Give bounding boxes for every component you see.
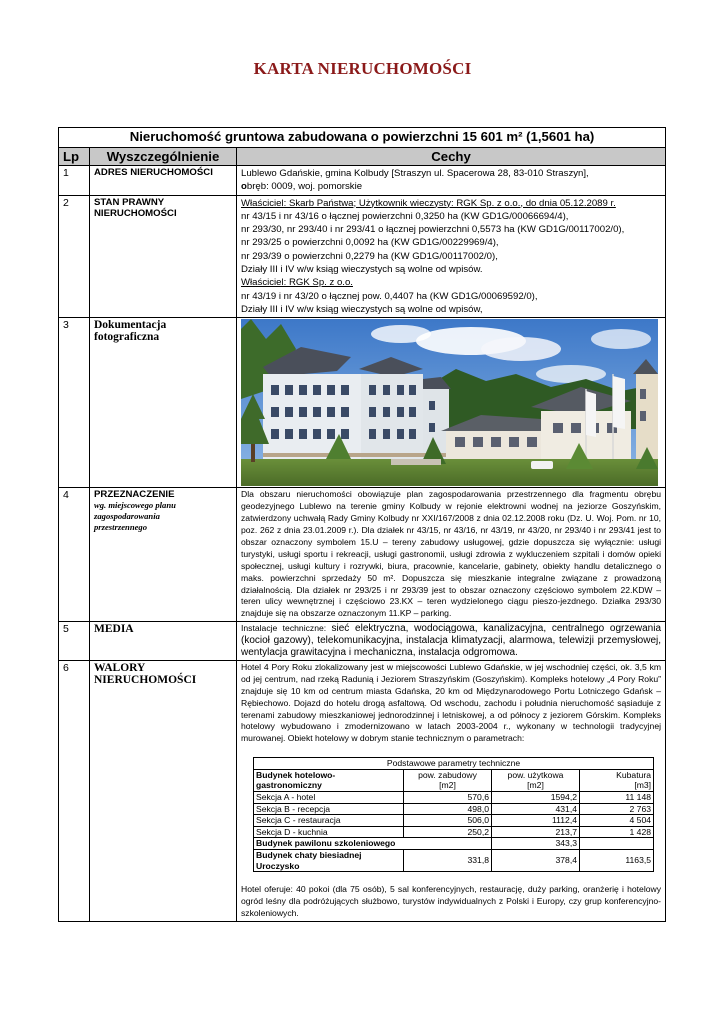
head-line: Budynek hotelowo- [256,769,336,780]
parcel-line: nr 293/25 o powierzchni 0,0092 ha (KW GD1G/00229969/4), [241,237,499,249]
params-row-name: Sekcja B - recepcja [254,803,404,815]
col-header-spec: Wyszczególnienie [90,148,237,166]
head-line: Kubatura [616,769,652,780]
property-card-table [58,127,666,922]
params-volume: 4 504 [580,815,654,827]
utilities-value [237,622,666,661]
row-label-line: PRZEZNACZENIE [94,489,175,501]
params-built-area: 331,8 [404,850,492,872]
table-title: Nieruchomość gruntowa zabudowana o powierzchni 15 601 m² (1,5601 ha) [59,128,666,148]
row-number: 4 [59,488,90,622]
row-label [90,488,237,622]
params-usable-area: 213,7 [492,826,580,838]
row-name-line: Budynek chaty biesiadnej [256,850,362,861]
params-usable-area: 378,4 [492,850,580,872]
params-row-name: Budynek pawilonu szkoleniowego [254,838,492,850]
head-line: pow. użytkowa [507,769,564,780]
params-row-name: Sekcja D - kuchnia [254,826,404,838]
row-number: 2 [59,195,90,318]
params-row [254,815,654,827]
row-label-line: STAN PRAWNY [94,196,165,208]
head-unit: [m2] [439,780,456,791]
col-header-features: Cechy [237,148,666,166]
params-row [254,826,654,838]
table-row [59,622,666,661]
hotel-photo-image [241,319,658,486]
table-row [59,195,666,318]
params-volume: 1163,5 [580,850,654,872]
params-built-area: 570,6 [404,792,492,804]
encumbrance-line: Działy III i IV w/w ksiąg wieczystych są wolne od wpisów. [241,264,483,276]
row-label-line: Dokumentacja [94,319,167,332]
parcel-line: nr 43/15 i nr 43/16 o łącznej powierzchni 0,3250 ha (KW GD1G/00066694/4), [241,210,569,222]
params-row [254,838,654,850]
row-label-line: fotograficzna [94,331,160,344]
params-usable-area: 1594,2 [492,792,580,804]
advantages-text: Hotel 4 Pory Roku zlokalizowany jest w miejscowości Lublewo Gdańskie, w jej wschodniej części, ok. 3,5 km od jej centrum, nad rzeką Radunią i Jeziorem Straszyńskim (Goszyńskim). Kompleks hotelowy „4 Pory Roku” znajduje się 10 km od centrum miasta Gdańska, 20 km od Międzynarodowego Portu Lotniczego Gdańsk – Rębiechowo. Dojazd do hotelu drogą asfaltową. Od wschodu, zachodu i południa nieruchomość sąsiaduje z terenami zabudowy mieszkaniowej jednorodzinnej i letniskowej, a od północy z jeziorem Górskim. Kompleks hotelowy wybudowano i zmodernizowano w latach 2003-2004 r., wykonany w technologii tradycyjnej murowanej. Obiekt hotelowy w dobrym stanie technicznym o parametrach: [241,661,662,744]
head-line: gastronomiczny [256,780,322,791]
params-row-name [254,850,404,872]
row-sublabel-line: zagospodarowania [94,511,160,522]
legal-status-value [237,195,666,318]
owner-line: Właściciel: Skarb Państwa; Użytkownik wieczysty: RGK Sp. z o.o., do dnia 05.12.2089 r. [241,197,616,209]
params-usable-area: 1112,4 [492,815,580,827]
zoning-value: Dla obszaru nieruchomości obowiązuje plan zagospodarowania przestrzennego dla fragmentu obrębu geodezyjnego Lublewo na terenie gminy Kolbudy w rejonie elektrowni wodnej na jeziorze Goszyńskim, zatwierdzony uchwałą Rady Gminy Kolbudy nr XXI/167/2008 z dnia 02.12.2008 roku (Dz. U. Woj. Pom. nr 10, poz. 262 z dnia 23.01.2009 r.). Dla działek nr 43/15, nr 43/16, nr 43/19, nr 43/20, nr 293/40 i nr 293/41 jest to obszar oznaczony symbolem 15.U – tereny zabudowy usługowej, gdzie dopuszcza się wyłącznie: usługi turystyki, usługi sportu i rekreacji, usługi gastronomii, usługi zdrowia z wykluczeniem szpitali i domów opieki społecznej, usługi kultury i rozrywki, biura, pracownie, kancelarie, gabinety, obiekty handlu detalicznego o maks. powierzchni sprzedaży 50 m². Dopuszcza się mieszkanie integralne związane z prowadzoną działalnością. Dla działek nr 293/25 i nr 293/39 jest to obszar oznaczony częściowo symbolem 22.KDW – teren ulicy wewnętrznej i częściowo 23.KX – teren wydzielonego ciągu pieszo-jezdnego. Działka 293/30 znajduje się na obszarze oznaczonym 11.KP – parking. [237,488,666,622]
row-label-line: NIERUCHOMOŚCI [94,673,197,686]
row-label [90,318,237,488]
row-label-line: NIERUCHOMOŚCI [94,207,177,219]
utilities-list: sieć elektryczna, wodociągowa, kanalizacyjna, centralnego ogrzewania (kocioł gazowy), telekomunikacyjna, instalacja klimatyzacji, alarmowa, telewizji przemysłowej, wentylacja grawitacyjna i mechaniczna, instalacja odgromowa. [241,623,662,659]
row-number: 6 [59,660,90,921]
params-caption: Podstawowe parametry techniczne [254,758,654,770]
table-row [59,318,666,488]
row-name-line: Uroczysko [256,860,300,871]
cadastral-text: bręb: 0009, woj. pomorskie [246,181,363,193]
hotel-photo [241,319,658,486]
params-row-name: Sekcja A - hotel [254,792,404,804]
head-line: pow. zabudowy [418,769,477,780]
encumbrance-line: Działy III i IV w/w ksiąg wieczystych są wolne od wpisów, [241,303,483,315]
table-row [59,166,666,196]
params-built-area: 250,2 [404,826,492,838]
col-header-lp: Lp [59,148,90,166]
row-number: 1 [59,166,90,196]
params-row [254,792,654,804]
table-row [59,660,666,921]
row-sublabel-line: wg. miejscowego planu [94,500,176,511]
address-value [237,166,666,196]
params-usable-area: 431,4 [492,803,580,815]
params-volume: 1 428 [580,826,654,838]
parcel-line: nr 43/19 i nr 43/20 o łącznej pow. 0,4407 ha (KW GD1G/00069592/0), [241,290,538,302]
owner-line: Właściciel: RGK Sp. z o.o. [241,277,353,289]
technical-parameters-table [253,757,654,872]
utilities-intro: Instalacje techniczne: [241,623,332,634]
cadastral-line [241,180,661,193]
params-volume: 11 148 [580,792,654,804]
row-number: 3 [59,318,90,488]
offer-text: Hotel oferuje: 40 pokoi (dla 75 osób), 5 sal konferencyjnych, restaurację, duży parking, oranżerię i hotelowy ogród leśny dla podróżujących służbowo, turystów indywidualnych z Polski i Europy, czy grup konferencyjno-szkoleniowych. [241,884,662,919]
params-row [254,803,654,815]
table-row [59,488,666,622]
params-row-name: Sekcja C - restauracja [254,815,404,827]
photo-cell [237,318,666,488]
params-head-built-area [404,769,492,791]
params-built-area: 498,0 [404,803,492,815]
row-label [90,660,237,921]
row-number: 5 [59,622,90,661]
params-head-usable-area [492,769,580,791]
row-label-line: WALORY [94,661,146,674]
row-label [90,195,237,318]
head-unit: [m2] [527,780,544,791]
row-sublabel-line: przestrzennego [94,522,148,533]
head-unit: [m3] [634,780,652,791]
address-line: Lublewo Gdańskie, gmina Kolbudy [Straszyn ul. Spacerowa 28, 83-010 Straszyn], [241,168,589,179]
params-head-volume [580,769,654,791]
cadastral-initial: o [241,181,247,193]
page-title: KARTA NIERUCHOMOŚCI [253,59,472,78]
params-head-building [254,769,404,791]
column-header-row [59,148,666,166]
params-row [254,850,654,872]
parcel-line: nr 293/30, nr 293/40 i nr 293/41 o łącznej powierzchni 0,5573 ha (KW GD1G/00117002/0), [241,224,625,236]
parcel-line: nr 293/39 o powierzchni 0,2279 ha (KW GD1G/00117002/0), [241,250,498,262]
params-volume: 2 763 [580,803,654,815]
row-label: MEDIA [90,622,237,661]
params-built-area: 506,0 [404,815,492,827]
params-volume-empty [580,838,654,850]
row-label: ADRES NIERUCHOMOŚCI [90,166,237,196]
table-title-row [59,128,666,148]
params-usable-area: 343,3 [492,838,580,850]
advantages-value [237,660,666,921]
